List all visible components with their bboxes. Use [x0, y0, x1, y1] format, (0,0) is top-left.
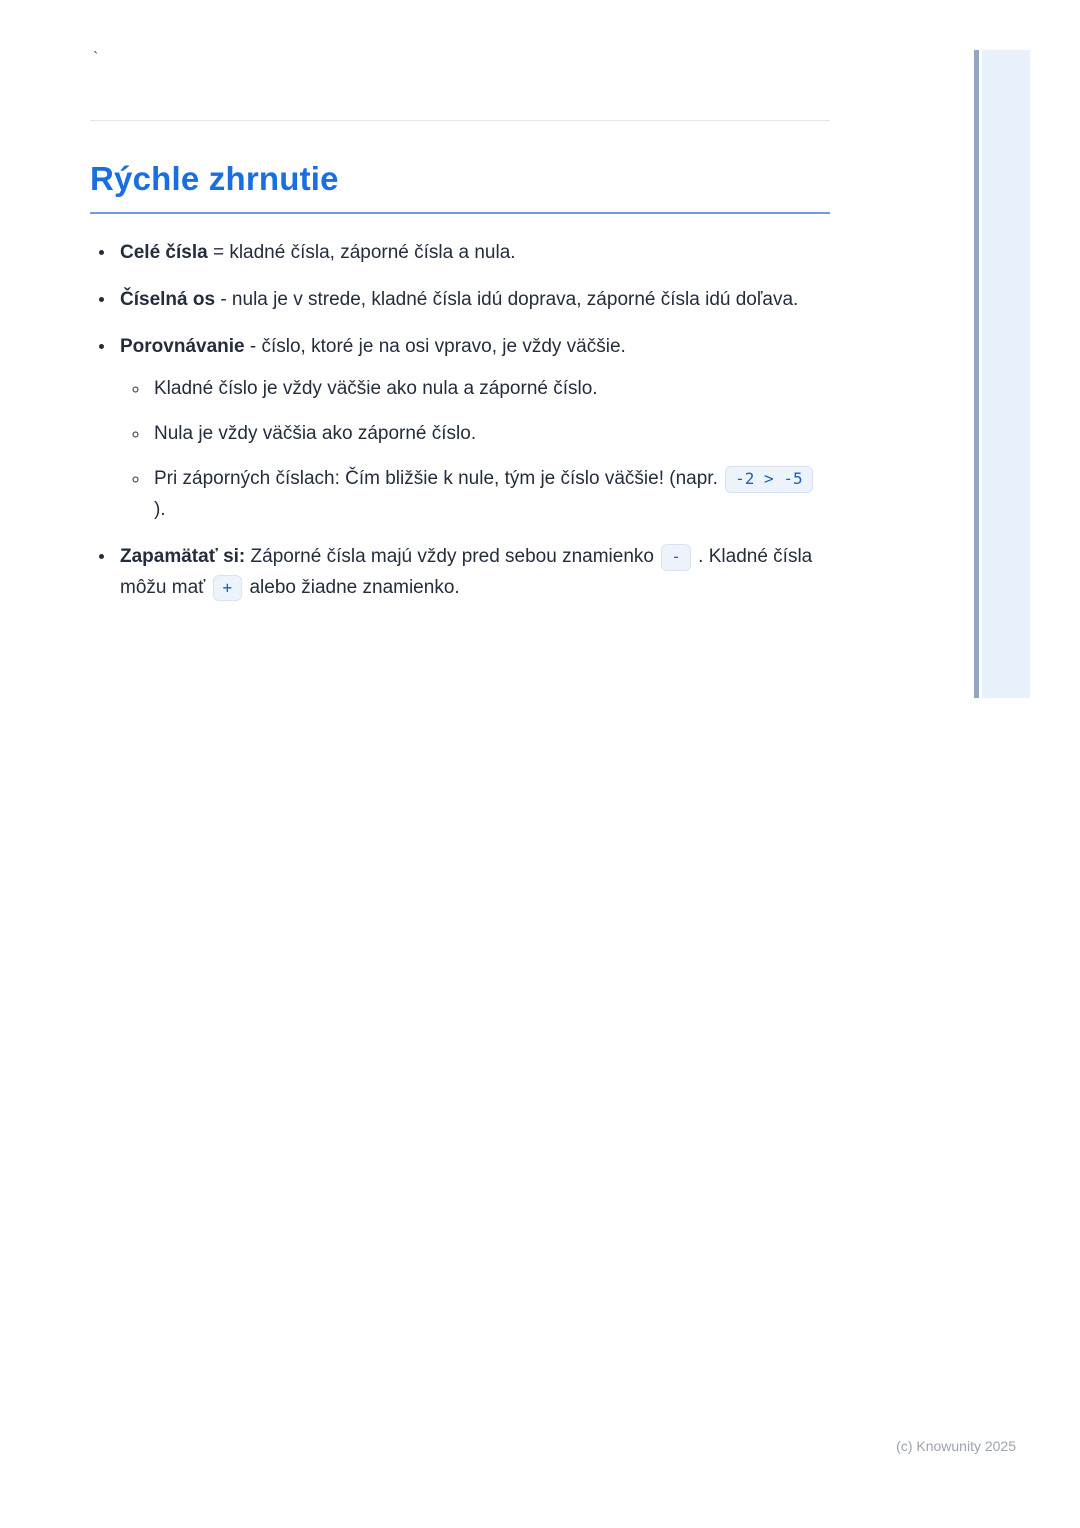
list-item-zapamatat-si: [116, 542, 830, 604]
heading-underline: [90, 212, 830, 214]
sub-item-text: Kladné číslo je vždy väčšie ako nula a záporné číslo.: [154, 378, 598, 400]
stray-backtick: `: [93, 50, 99, 67]
page-edge-divider: [974, 50, 979, 698]
document-content: [90, 160, 830, 620]
inline-code-example: -2 > -5: [725, 466, 812, 493]
term-definition: = kladné čísla, záporné čísla a nula.: [207, 242, 516, 263]
list-item-cele-cisla: [116, 238, 830, 268]
sub-item-zero-greater: [150, 419, 830, 449]
term-label: Porovnávanie: [120, 336, 245, 358]
comparison-sublist: [150, 374, 830, 525]
inline-code-plus-sign: +: [213, 575, 243, 602]
term-label: Zapamätať si:: [120, 545, 246, 567]
sub-item-text: Pri záporných číslach: Čím bližšie k nule, tým je číslo väčšie! (napr.: [154, 468, 724, 490]
inline-code-minus-sign: -: [661, 544, 691, 571]
page-title: Rýchle zhrnutie: [90, 160, 339, 197]
sub-item-positive-greater: [150, 374, 830, 404]
term-definition-end: alebo žiadne znamienko.: [244, 576, 460, 598]
scrollbar-track[interactable]: [982, 50, 1030, 698]
top-divider: [90, 120, 830, 121]
term-definition: - nula je v strede, kladné čísla idú doprava, záporné čísla idú doľava.: [215, 289, 799, 311]
sub-item-text-after: ).: [154, 498, 166, 520]
term-definition-continued: . Kladné čísla môžu mať: [120, 545, 813, 598]
sub-item-negative-closer-to-zero: [150, 464, 830, 525]
term-definition: - číslo, ktoré je na osi vpravo, je vždy väčšie.: [244, 336, 626, 358]
sub-item-text: Nula je vždy väčšia ako záporné číslo.: [154, 423, 477, 445]
term-label: Celé čísla: [120, 242, 208, 263]
summary-list: [116, 238, 830, 603]
term-definition: Záporné čísla majú vždy pred sebou znamienko: [245, 545, 660, 567]
copyright-footer: (c) Knowunity 2025: [896, 1438, 1016, 1454]
list-item-porovnavanie: [116, 332, 830, 525]
term-label: Číselná os: [120, 289, 216, 311]
list-item-ciselna-os: [116, 285, 830, 315]
